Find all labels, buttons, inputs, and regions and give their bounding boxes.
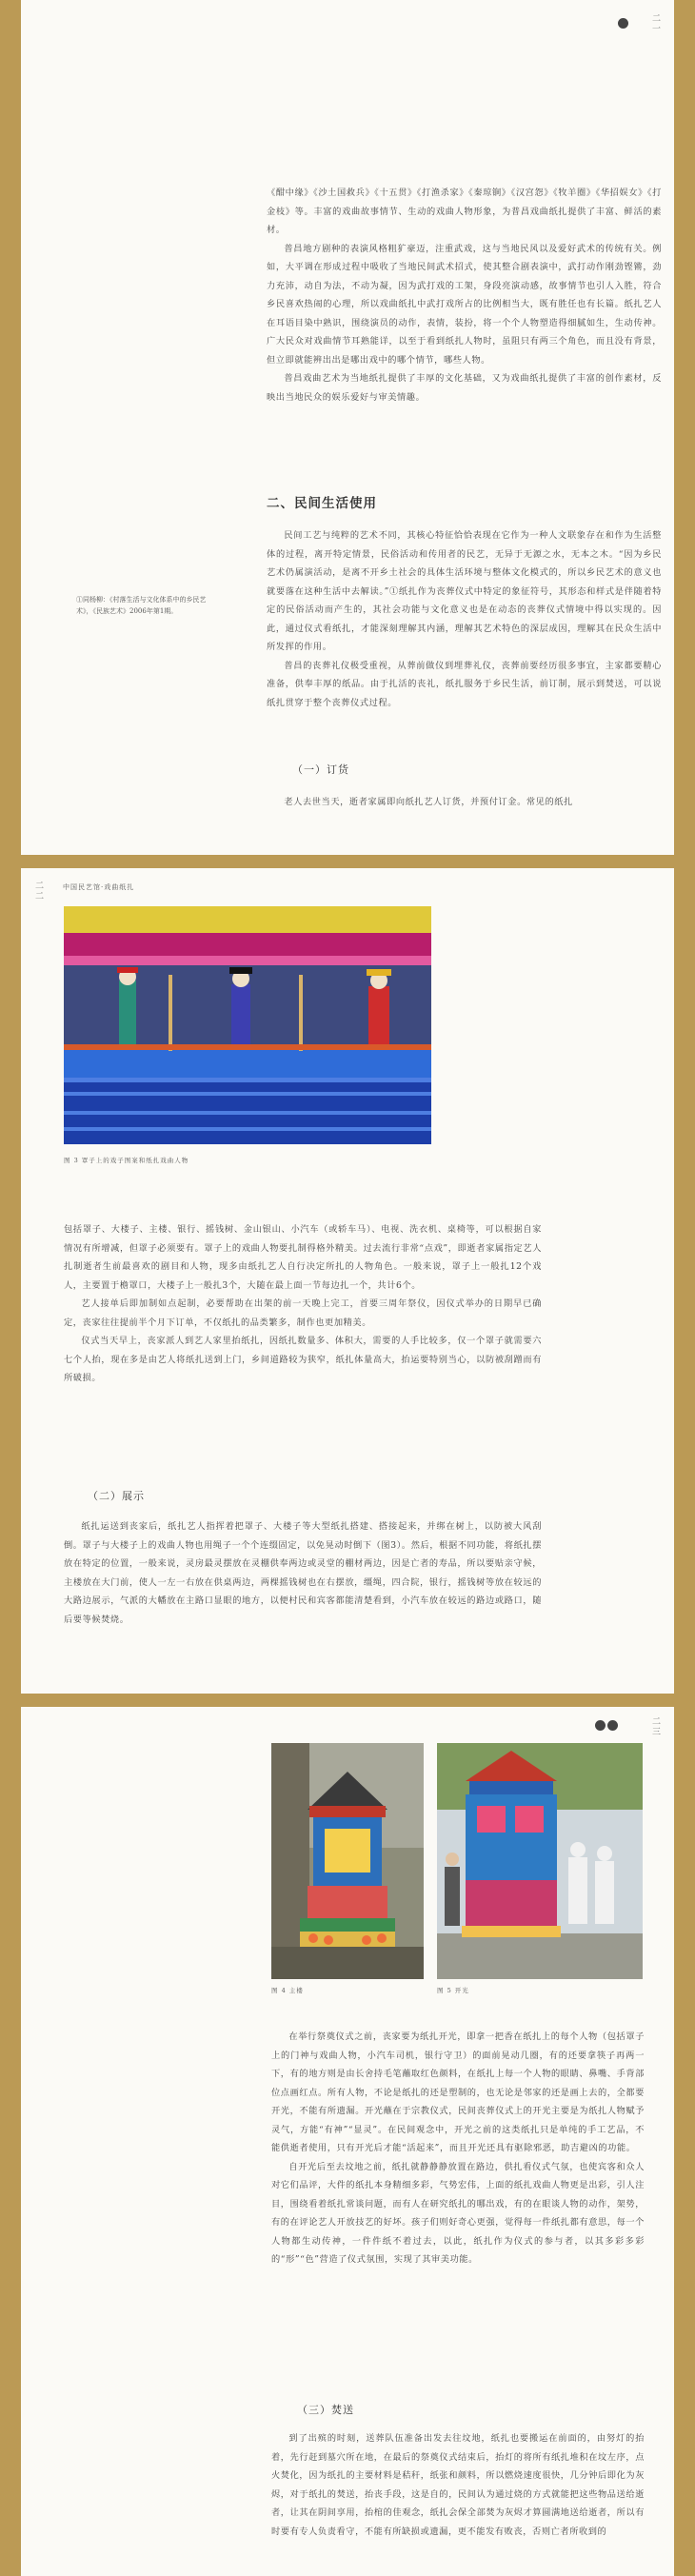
subheading-display: （二）展示 (88, 1490, 145, 1502)
subheading-burning: （三）焚送 (297, 2404, 354, 2416)
figure-4-caption: 图 4 主楼 (271, 1987, 304, 1994)
paragraph: 仪式当天早上，丧家派人到艺人家里抬纸扎，因纸扎数量多、体积大，需要的人手比较多，仅一个罩子就需要六七个人抬，现在多是由艺人将纸扎送到上门，乡间道路较为狭窄，纸扎体量高大，抬运要特别当心，以防被刮蹭而有所破损。 (64, 1336, 542, 1383)
figure-5-caption: 图 5 开光 (437, 1987, 469, 1994)
figure-3-illustration (64, 906, 431, 1144)
book-spread (21, 0, 674, 2576)
figure-4-photo (271, 1743, 424, 1979)
page-divider (21, 855, 674, 868)
figure-3-photo (64, 906, 431, 1144)
section-heading: 二、民间生活使用 (267, 496, 377, 511)
paragraph: 普昌的丧葬礼仪极受重视，从葬前做仪到埋葬礼仪，丧葬前要经历很多事宜，主家都要精心准备，供奉丰厚的纸品。由于扎活的丧礼，纸扎服务于乡民生活，前订制，展示到焚送，可以说纸扎贯穿于整个丧葬仪式过程。 (267, 660, 662, 708)
page-number-21: 二一 (650, 13, 660, 34)
figure-4-illustration (271, 1743, 424, 1979)
page-number-22: 二二 (33, 881, 43, 902)
paragraph: 老人去世当天，逝者家属即向纸扎艺人订货，并预付订金。常见的纸扎 (284, 797, 573, 807)
page2-text-block (64, 1220, 542, 1388)
paragraph: 普昌地方剧种的表演风格粗犷豪迈，注重武戏，这与当地民风以及爱好武术的传统有关。例如，大平调在形成过程中吸收了当地民间武术招式，使其整合剧表演中，武打动作刚劲铿锵，劲力充沛，动自为法，不动为凝，因为武打戏的工架，身段亮演动感，故事情节也引人入胜，符合乡民喜欢热闹的心理，所以戏曲纸扎中武打戏所占的比例相当大，既有胜任也有长篇。纸扎艺人在耳语目染中熟识，围绕演员的动作，表情，装扮，将一个个人物塑造得细腻如生，生动传神。广大民众对戏曲情节耳熟能详，以至于看到纸扎人物时，虽阻只有两三个角色，而且没有背景，但立即就能辨出出是哪出戏中的哪个情节，哪些人物。 (267, 243, 662, 366)
figure-5-photo (437, 1743, 643, 1979)
paragraph: 纸扎运送到丧家后，纸扎艺人指挥着把罩子、大楼子等大型纸扎搭建、搭接起来，并绑在树上，以防被大风刮倒。罩子与大楼子上的戏曲人物也用绳子一个个连缀固定，以免晃动时倒下（图3）。然后，根据不同功能，将纸扎摆放在特定的位置，一般来说，灵房最灵摆放在灵棚供奉两边或灵堂的棚材两边，因是亡者的寿品，所以要贴亲守候，主楼放在大门前，使人一左一右放在供桌两边，两棵摇钱树也在右摆放，缰绳，四合院，银行，摇钱树等放在较远的大路边展示，气派的大幡放在主路口显眼的地方，以便村民和宾客都能清楚看到，小汽车放在较远的路边或路口，随后要等候焚烧。 (64, 1521, 542, 1625)
paragraph: 在举行祭奠仪式之前，丧家要为纸扎开光，即拿一把香在纸扎上的每个人物（包括罩子上的门神与戏曲人物，小汽车司机，银行守卫）的面前晃动几圈，有的还要拿筷子再两一下，有的地方则是由长舍持毛笔蘸取红色颜料，在纸扎上每一个人物的眼睛、鼻嘴、手背部位点画红点。所有人物，不论是纸扎的还是塑制的，也无论是邻家的还是画上去的，全都要开光，不能有所遗漏。开光蘸在于宗教仪式，民间丧葬仪式上的开光主要是为纸扎人物赋予灵气，方能“有神”“显灵”。在民间观念中，开光之前的这类纸扎只是单纯的手工艺品，不能供逝者使用，只有开光后才能“活起来”，而且开光还具有驱除邪恶，助吉避凶的功能。 (271, 2031, 645, 2153)
figure-5-illustration (437, 1743, 643, 1979)
paragraph: 普昌戏曲艺术为当地纸扎提供了丰厚的文化基础，又为戏曲纸扎提供了丰富的创作素材，反映出当地民众的娱乐爱好与审美情趣。 (267, 373, 662, 403)
page-number-23: 二三 (650, 1716, 660, 1737)
page-marker-icon (618, 18, 628, 29)
paragraph: 《酣中缘》《沙土国救兵》《十五贯》《打渔杀家》《秦琼锏》《汉宫怨》《牧羊圈》《华招娱女》《打金枝》等。丰富的戏曲故事情节、生动的戏曲人物形象，为普昌戏曲纸扎提供了丰富、鲜活的素材。 (267, 188, 662, 235)
paragraph: 自开光后至去坟地之前，纸扎就静静静放置在路边，供扎看仪式气氛，也使宾客和众人对它们品评，大件的纸扎本身精细多彩，气势宏伟，上面的纸扎戏曲人物更是出彩，引人注目，围绕看着纸扎常谈问题，而有人在研究纸扎的哪出戏，有的在眼谈人物的动作，架势，有的在评论艺人开放技艺的好坏。孩子们则好奇心更强，觉得每一件纸扎都有意思，每一个人物都生动传神，一件件纸不着过去，以此，纸扎作为仪式的参与者，以其多彩多彩的“形”“色”营造了仪式氛围，实现了其审美功能。 (271, 2161, 645, 2265)
subsection-display-text (64, 1517, 542, 1629)
subsection-order-text (267, 793, 662, 812)
page3-text-block (271, 2028, 645, 2269)
paragraph: 包括罩子、大楼子、主楼、银行、摇钱树、金山银山、小汽车（或轿车马）、电视、洗衣机、桌椅等，可以根据自家情况有所增减，但罩子必须要有。罩子上的戏曲人物要扎制得格外精美。过去流行非常“点戏”，即逝者家属指定艺人扎制逝者生前最喜欢的剧目和人物，现多由纸扎艺人自行决定所扎的人物角色。一般来说，罩子上一般扎12个戏人，主要置于檐罩口，大楼子上一般扎3个，大随在最上面一节每边扎一个，共计6个。 (64, 1224, 542, 1291)
page-divider (21, 1694, 674, 1707)
paragraph: 到了出殡的时刻，送葬队伍准备出发去往坟地，纸扎也要搬运在前面的，由努灯的抬着，先行赶到墓穴所在地，在最后的祭奠仪式结束后，抬灯的将所有纸扎堆积在坟左序，点火焚化，因为纸扎的主要材料是秸秆，纸张和颜料，所以燃烧速度很快，几分钟后即化为灰烬，对于纸扎的焚送，抬丧手段，这是自的，民间认为通过烧的方式就能把这些物品送给逝者，让其在阴间享用，抬棺的佳观念，纸扎会保全部焚为灰烬才算圆满地送给逝者，所以有时要有专人负责看守，不能有所缺损或遗漏，更不能发有败丧，否则亡者所收到的 (271, 2433, 645, 2537)
footnote: ①同杨柳：《村落生活与文化体系中的乡民艺术》，《民族艺术》2006年第1期。 (76, 596, 207, 615)
paragraph: 艺人接单后即加制如点起制，必要帮助在出架的前一天晚上完工，首要三周年祭仪，因仪式举办的日期早已确定，丧家往往提前半个月下订单，不仅纸扎的品类繁多，制作也更加精美。 (64, 1298, 542, 1328)
section-text-block (267, 526, 662, 712)
subheading-order: （一）订货 (292, 763, 349, 776)
page-marker-icon (607, 1720, 618, 1731)
running-header: 中国民艺馆·戏曲纸扎 (63, 883, 135, 891)
intro-text-block (267, 184, 662, 406)
subsection-burning-text (271, 2429, 645, 2541)
page-marker-icon (595, 1720, 606, 1731)
figure-3-caption: 图 3 罩子上的戏子图案和纸扎戏曲人物 (64, 1157, 189, 1164)
paragraph: 民间工艺与纯粹的艺术不同，其核心特征恰恰表现在它作为一种人文联象存在和作为生活整体的过程，离开特定情景，民俗活动和传用者的民艺，无异于无源之水，无本之木。“因为乡民艺术仍属演活动，是离不开乡土社会的具体生活环境与整体文化模式的，所以乡民艺术的意义也就要落在这种生活中去解读。”①纸扎作为丧葬仪式中特定的象征符号，其形态和样式是伴随着特定的民俗活动而产生的，其社会功能与文化意义也是在动态的丧葬仪式情境中得以实现的。因此，通过仪式看纸扎，才能深刻理解其内涵，理解其艺术特色的深层成因，理解其在民众生活中所发挥的作用。 (267, 530, 662, 652)
